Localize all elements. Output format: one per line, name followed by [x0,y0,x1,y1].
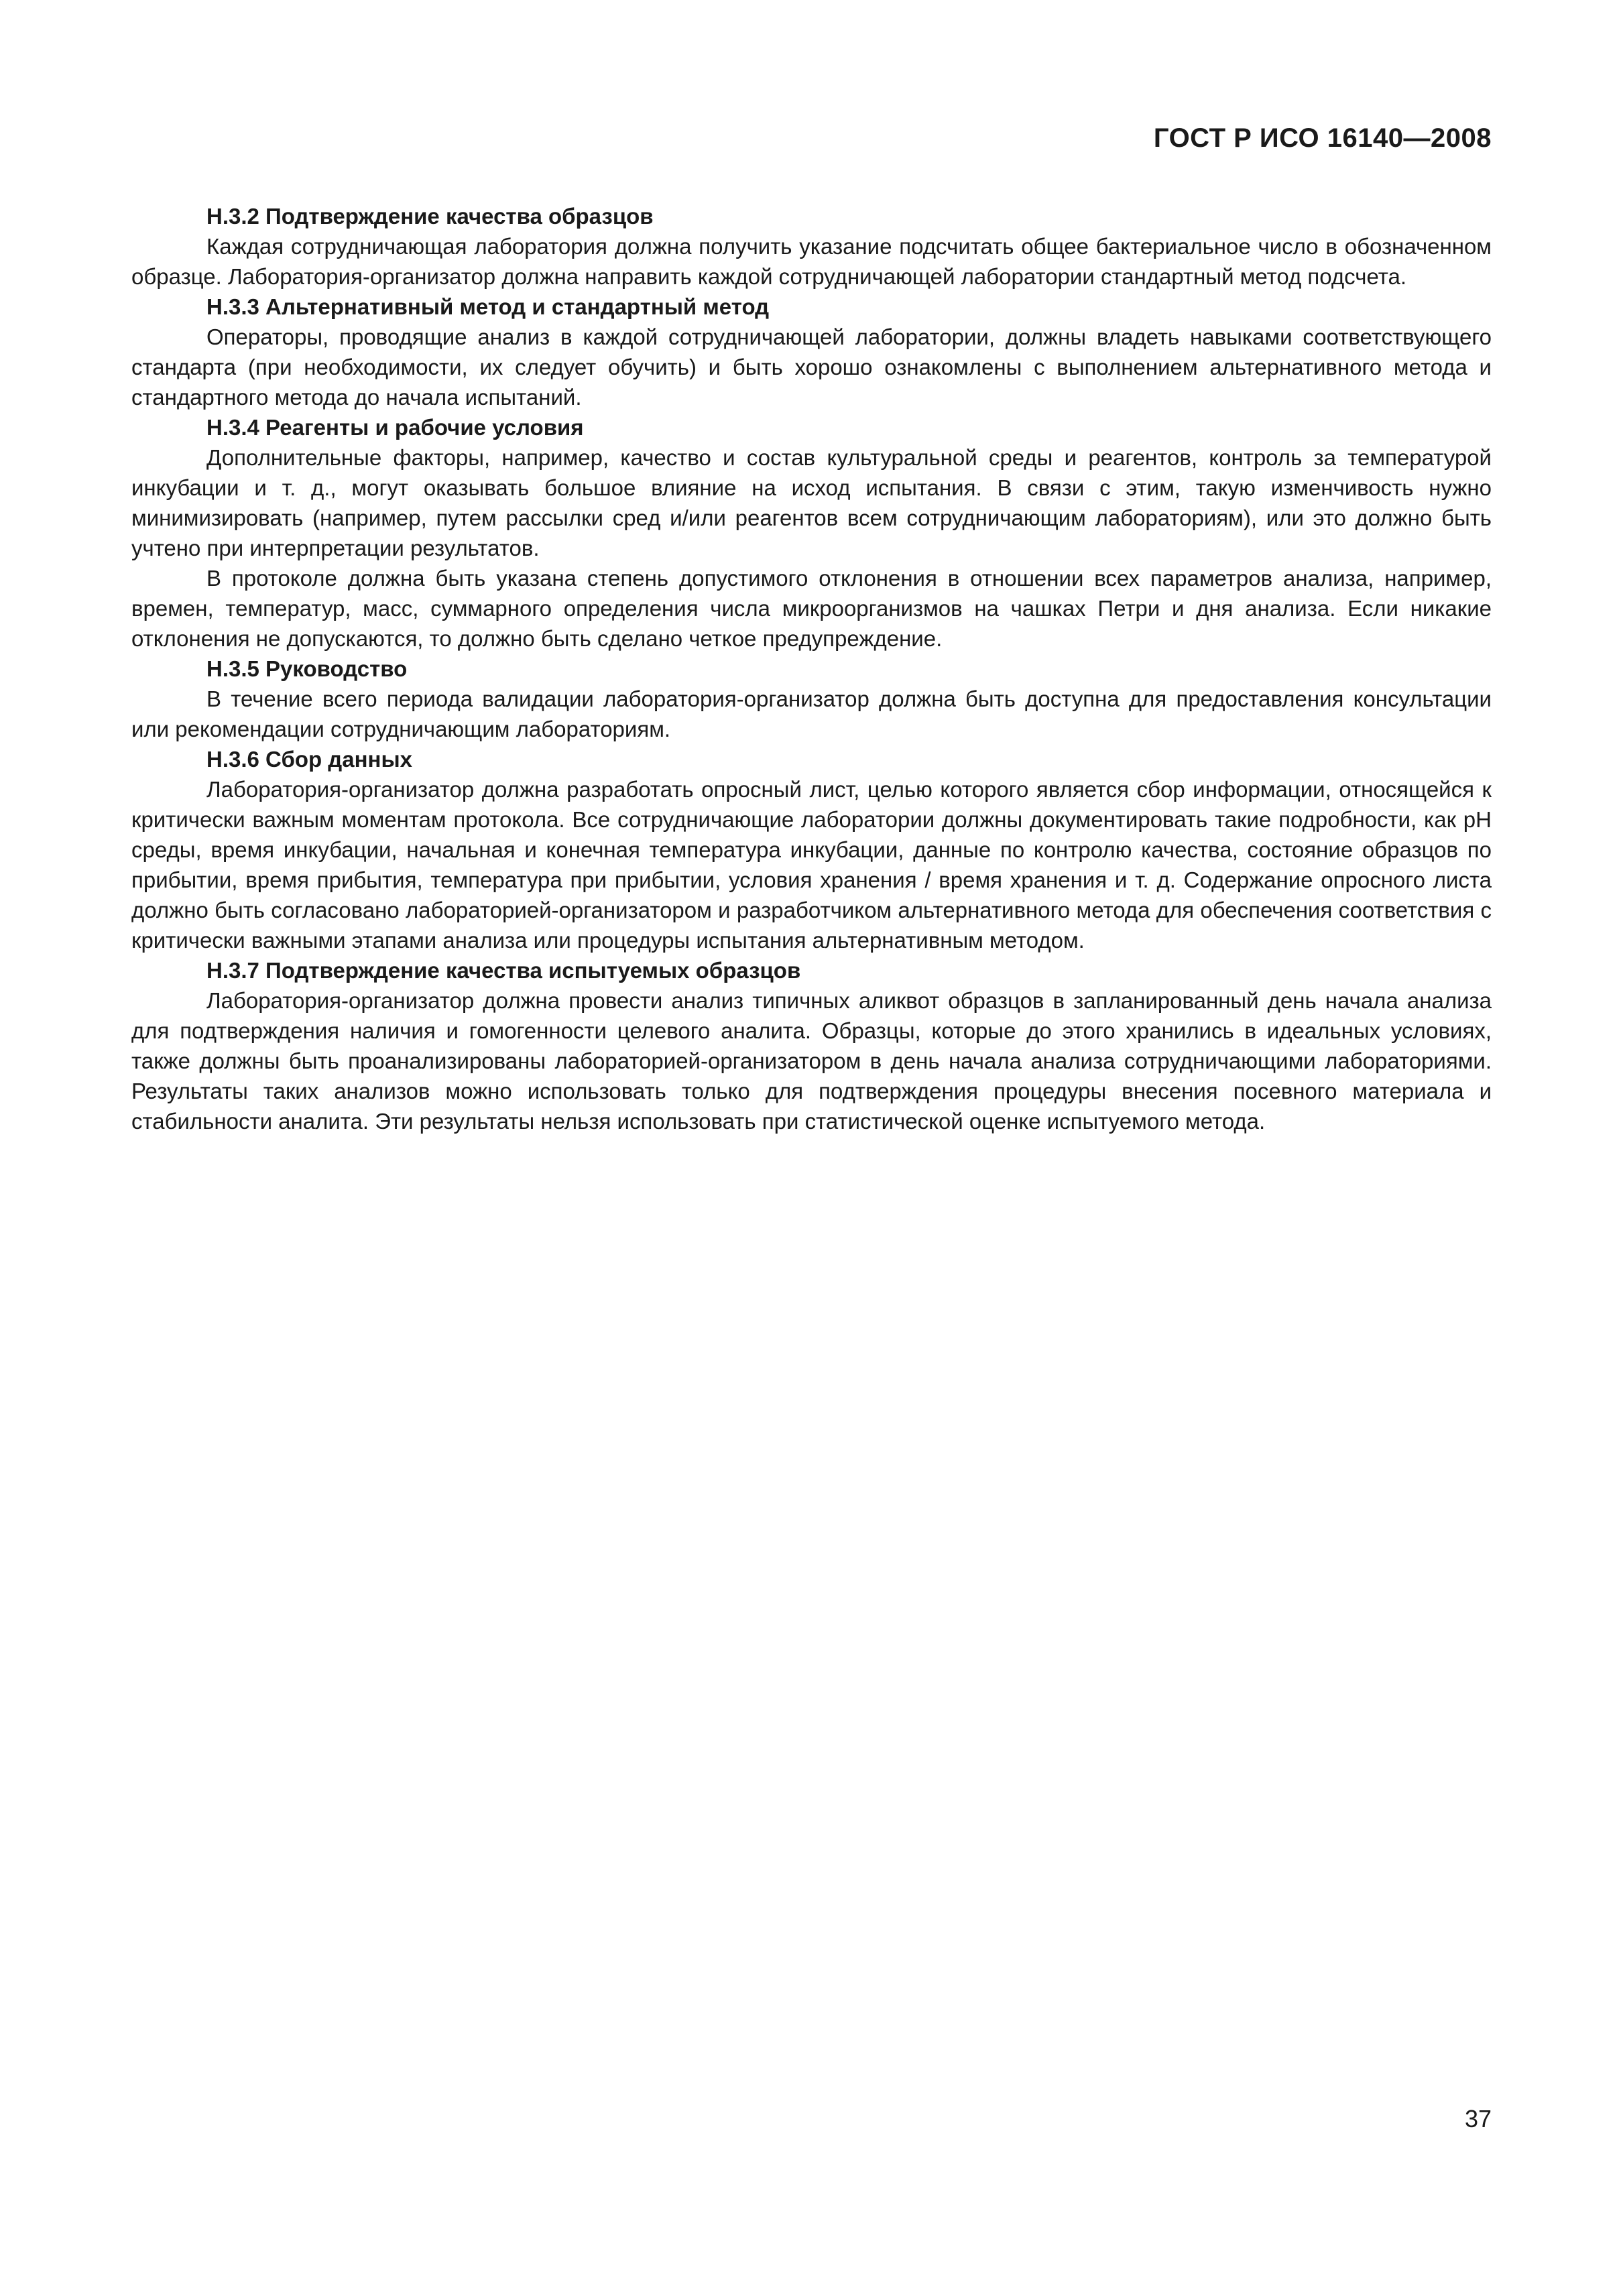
section-title: H.3.2 Подтверждение качества образцов [206,204,654,229]
section-title: H.3.4 Реагенты и рабочие условия [206,415,584,440]
page-number: 37 [1464,2105,1492,2132]
document-body [131,201,1492,1136]
section-title: H.3.6 Сбор данных [206,747,413,772]
section-h-3-2 [131,201,1492,292]
section-h-3-5 [131,654,1492,744]
section-h-3-4 [131,412,1492,654]
section-h-3-7 [131,955,1492,1136]
document-header: ГОСТ Р ИСО 16140—2008 [1153,123,1492,153]
paragraph: Операторы, проводящие анализ в каждой сотрудничающей лаборатории, должны владеть навыками соответствующего стандарта (при необходимости, их следует обучить) и быть хорошо ознакомлены с выполнением альтернативного метода и стандартного метода до начала испытаний. [131,324,1492,410]
paragraph: В протоколе должна быть указана степень допустимого отклонения в отношении всех параметров анализа, например, времен, температур, масс, суммарного определения числа микроорганизмов на чашках Петри и дня анализа. Если никакие отклонения не допускаются, то должно быть сделано четкое предупреждение. [131,566,1492,651]
section-title: H.3.5 Руководство [206,656,408,681]
paragraph: Каждая сотрудничающая лаборатория должна получить указание подсчитать общее бактериальное число в обозначенном образце. Лаборатория-организатор должна направить каждой сотрудничающей лаборатории стандартный метод подсчета. [131,234,1492,289]
section-title: H.3.7 Подтверждение качества испытуемых образцов [206,958,801,983]
paragraph: Лаборатория-организатор должна провести анализ типичных аликвот образцов в запланированный день начала анализа для подтверждения наличия и гомогенности целевого аналита. Образцы, которые до этого хранились в идеальных условиях, также должны быть проанализированы лабораторией-организатором в день начала анализа сотрудничающими лабораториями. Результаты таких анализов можно использовать только для подтверждения процедуры внесения посевного материала и стабильности аналита. Эти результаты нельзя использовать при статистической оценке испытуемого метода. [131,988,1492,1134]
section-title: H.3.3 Альтернативный метод и стандартный метод [206,294,770,319]
paragraph: Лаборатория-организатор должна разработать опросный лист, целью которого является сбор информации, относящейся к критически важным моментам протокола. Все сотрудничающие лаборатории должны документировать такие подробности, как pH среды, время инкубации, начальная и конечная температура инкубации, данные по контролю качества, состояние образцов по прибытии, время прибытия, температура при прибытии, условия хранения / время хранения и т. д. Содержание опросного листа должно быть согласовано лабораторией-организатором и разработчиком альтернативного метода для обеспечения соответствия с критически важными этапами анализа или процедуры испытания альтернативным методом. [131,777,1492,953]
section-h-3-3 [131,292,1492,412]
paragraph: В течение всего периода валидации лаборатория-организатор должна быть доступна для предоставления консультации или рекомендации сотрудничающим лабораториям. [131,686,1492,741]
section-h-3-6 [131,744,1492,955]
paragraph: Дополнительные факторы, например, качество и состав культуральной среды и реагентов, контроль за температурой инкубации и т. д., могут оказывать большое влияние на исход испытания. В связи с этим, такую изменчивость нужно минимизировать (например, путем рассылки сред и/или реагентов всем сотрудничающим лабораториям), или это должно быть учтено при интерпретации результатов. [131,445,1492,560]
